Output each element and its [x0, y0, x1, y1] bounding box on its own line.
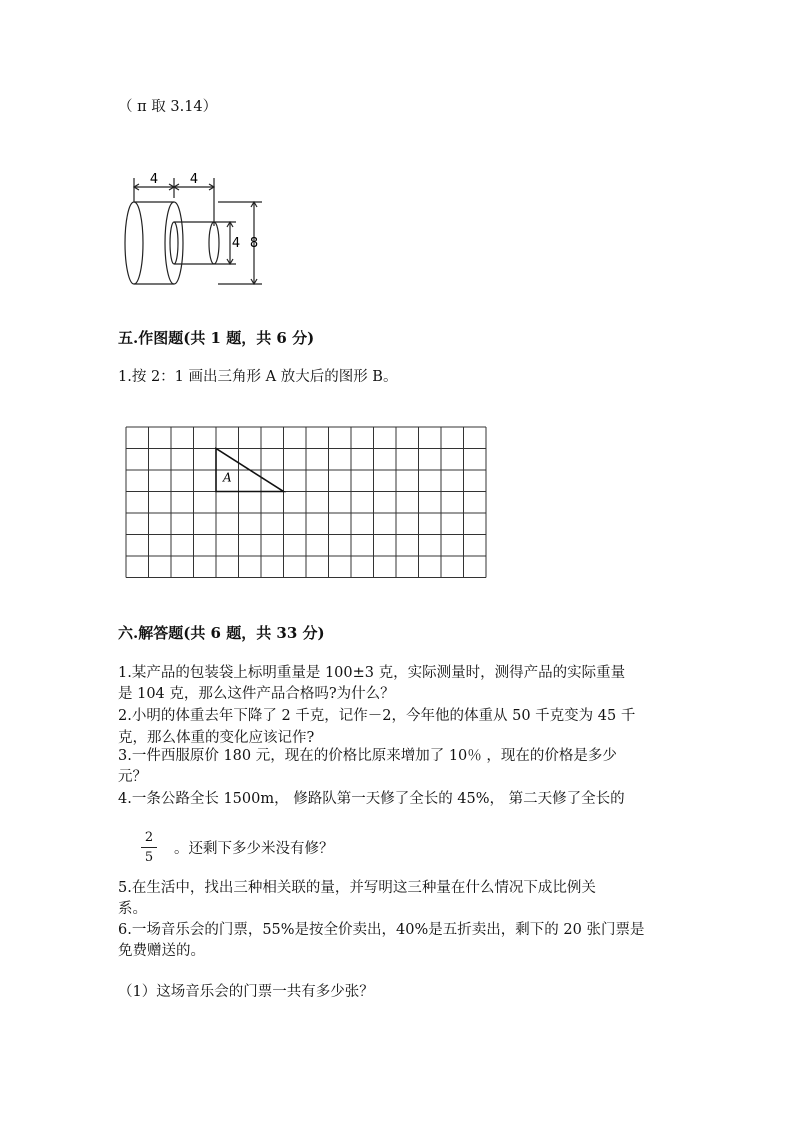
- q4-line1: 4.一条公路全长 1500m， 修路队第一天修了全长的 45%， 第二天修了全长的: [118, 791, 625, 807]
- fraction-denominator: 5: [144, 850, 154, 865]
- section6-heading: 六.解答题(共 6 题，共 33 分): [118, 624, 325, 642]
- drawing-grid: [126, 427, 488, 579]
- dim-top-left: 4: [149, 172, 159, 187]
- q6-sub1: （1）这场音乐会的门票一共有多少张？: [118, 984, 374, 1000]
- q1-line2: 是 104 克，那么这件产品合格吗?为什么？: [118, 686, 395, 702]
- dim-inner: 4: [231, 236, 241, 251]
- q6-line2: 免费赠送的。: [118, 943, 205, 959]
- q1-line1: 1.某产品的包装袋上标明重量是 100±3 克，实际测量时，测得产品的实际重量: [118, 665, 626, 681]
- q6-line1: 6.一场音乐会的门票，55%是按全价卖出，40%是五折卖出，剩下的 20 张门票是: [118, 922, 645, 938]
- fraction-numerator: 2: [144, 830, 154, 845]
- dim-outer: 8: [249, 236, 259, 251]
- q2-line2: 克，那么体重的变化应该记作?: [118, 730, 315, 746]
- q3-line1: 3.一件西服原价 180 元，现在的价格比原来增加了 10％ ，现在的价格是多少: [118, 748, 617, 764]
- triangle-a-label: A: [223, 470, 232, 485]
- q5-line1: 5.在生活中，找出三种相关联的量，并写明这三种量在什么情况下成比例关: [118, 880, 596, 896]
- section5-heading: 五.作图题(共 1 题，共 6 分): [118, 329, 315, 347]
- q5-line2: 系。: [118, 901, 147, 917]
- q3-line2: 元？: [118, 769, 147, 785]
- section5-q1: 1.按 2：1 画出三角形 A 放大后的图形 B。: [118, 369, 398, 385]
- pi-note: （ π 取 3.14）: [118, 99, 218, 115]
- fraction-two-fifths: [139, 830, 159, 865]
- q4-line2: 。还剩下多少米没有修？: [174, 841, 334, 857]
- fraction-bar: [141, 847, 157, 848]
- dim-top-right: 4: [189, 172, 199, 187]
- hollow-cylinder-figure: [118, 170, 268, 290]
- q2-line1: 2.小明的体重去年下降了 2 千克，记作－2，今年他的体重从 50 千克变为 45 千: [118, 708, 636, 724]
